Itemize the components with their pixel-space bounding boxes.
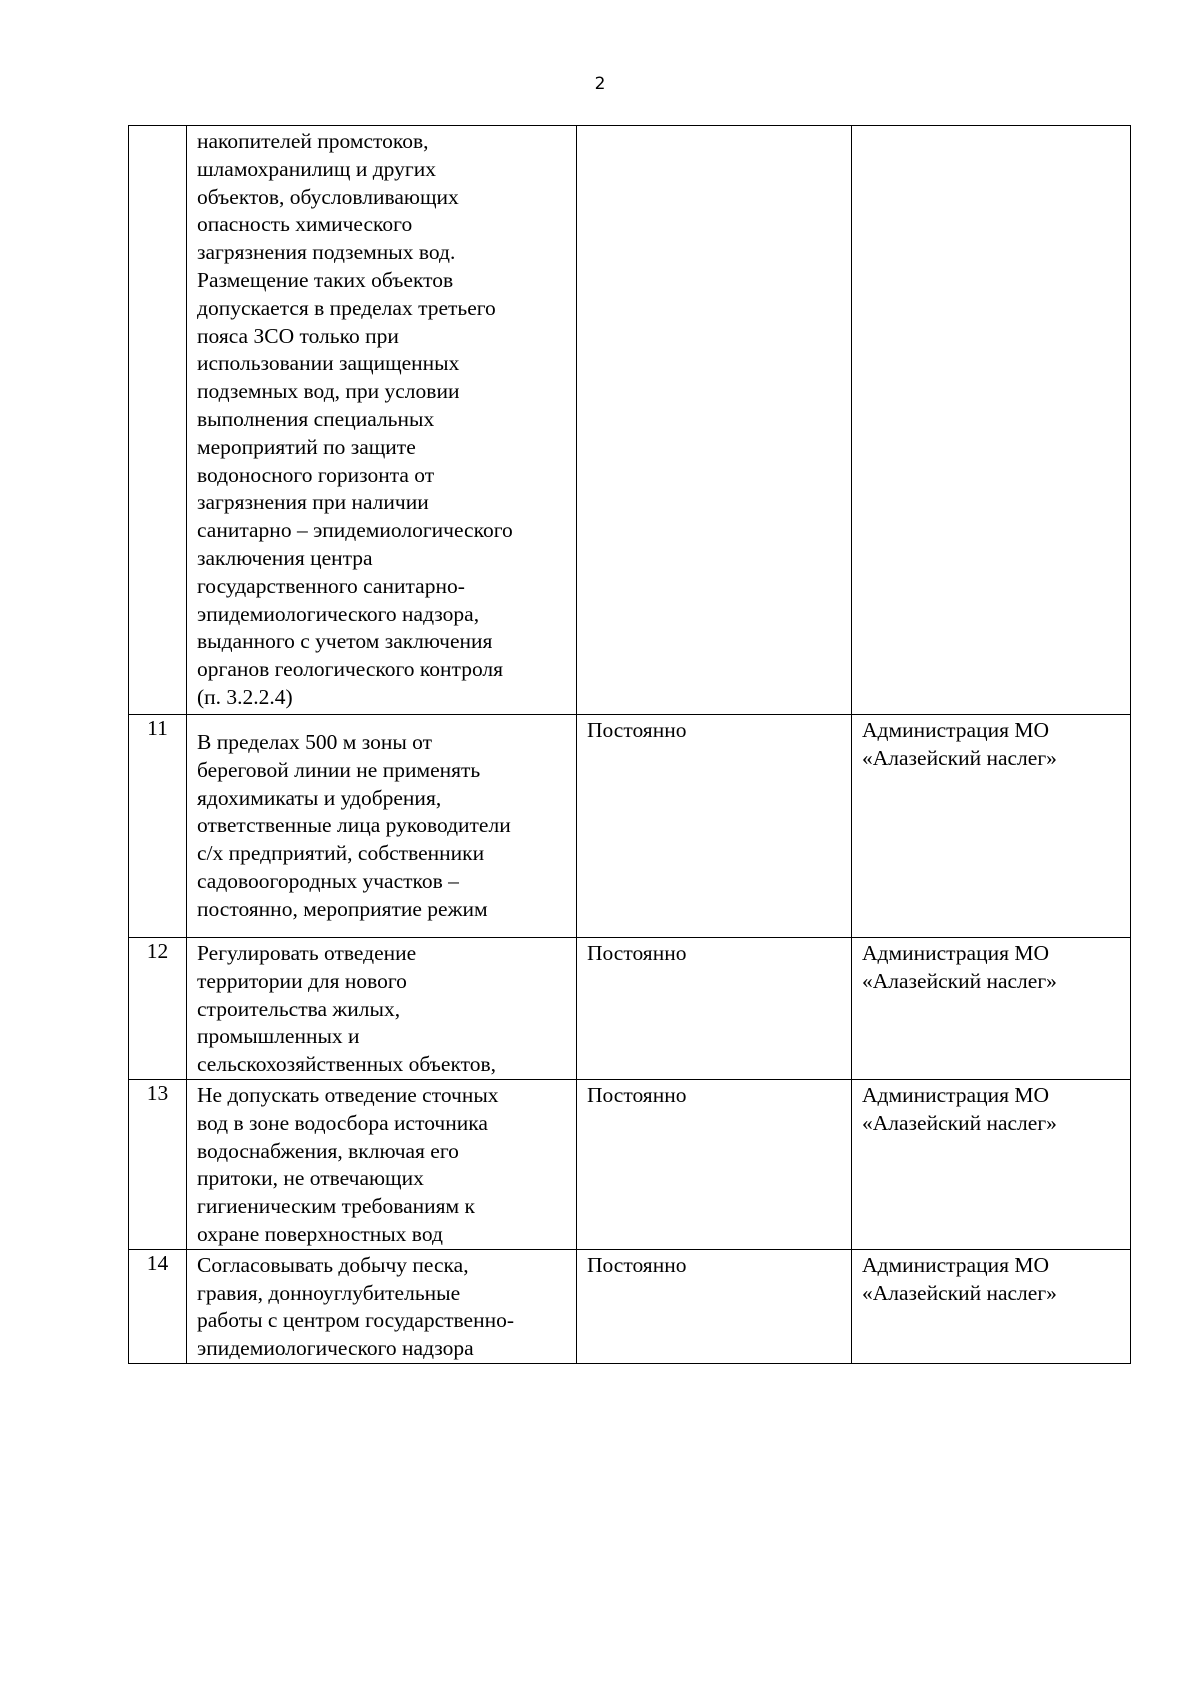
description-cell	[187, 126, 577, 715]
term-text	[577, 126, 851, 128]
term-text: Постоянно	[587, 1252, 687, 1277]
responsible-text: Администрация МО «Алазейский наслег»	[862, 718, 1057, 770]
responsible-cell	[852, 126, 1131, 715]
page-number: 2	[594, 74, 606, 94]
table-row	[129, 126, 1131, 715]
row-number-cell: 14	[129, 1249, 187, 1363]
responsible-cell	[852, 1079, 1131, 1249]
term-text: Постоянно	[587, 941, 687, 965]
responsible-text: Администрация МО «Алазейский наслег»	[862, 1252, 1057, 1305]
table-row	[129, 1079, 1131, 1249]
description-text: Согласовывать добычу песка, гравия, донноуглубительные работы с центром государственно- эпидемиологического надзора	[197, 1252, 514, 1361]
row-number-cell: 13	[129, 1079, 187, 1249]
responsible-cell	[852, 1249, 1131, 1363]
description-cell	[187, 1079, 577, 1249]
description-text: В пределах 500 м зоны от береговой линии не применять ядохимикаты и удобрения, ответственные лица руководители с/х предприятий, собственники садовоогородных участков – постоянно, мероприятие режим	[197, 730, 511, 921]
description-cell	[187, 938, 577, 1080]
table-row	[129, 1249, 1131, 1363]
row-number-cell: 11	[129, 715, 187, 938]
description-text: Регулировать отведение территории для нового строительства жилых, промышленных и сельскохозяйственных объектов,	[197, 941, 497, 1077]
term-cell	[577, 1249, 852, 1363]
responsible-text	[852, 126, 1130, 128]
term-cell	[577, 938, 852, 1080]
row-number-cell: 12	[129, 938, 187, 1080]
term-cell	[577, 715, 852, 938]
description-text: Не допускать отведение сточных вод в зоне водосбора источника водоснабжения, включая его притоки, не отвечающих гигиеническим требованиям к охране поверхностных вод	[197, 1082, 499, 1246]
table-row	[129, 938, 1131, 1080]
responsible-cell	[852, 938, 1131, 1080]
responsible-text: Администрация МО «Алазейский наслег»	[862, 941, 1057, 993]
measures-table	[128, 125, 1131, 1364]
term-text: Постоянно	[587, 1082, 687, 1107]
description-cell	[187, 715, 577, 938]
table-row	[129, 715, 1131, 938]
description-cell	[187, 1249, 577, 1363]
row-number-cell	[129, 126, 187, 715]
responsible-cell	[852, 715, 1131, 938]
term-cell	[577, 126, 852, 715]
responsible-text: Администрация МО «Алазейский наслег»	[862, 1082, 1057, 1135]
description-text: накопителей промстоков, шламохранилищ и других объектов, обусловливающих опасность химического загрязнения подземных вод. Размещение таких объектов допускается в пределах третьего пояса ЗСО только при использовании защищенных подземных вод, при условии выполнения специальных мероприятий по защите водоносного горизонта от загрязнения при наличии санитарно – эпидемиологического заключения центра государственного санитарно- эпидемиологического надзора, выданного с учетом заключения органов геологического контроля (п. 3.2.2.4)	[197, 129, 513, 709]
term-text: Постоянно	[587, 718, 687, 742]
term-cell	[577, 1079, 852, 1249]
